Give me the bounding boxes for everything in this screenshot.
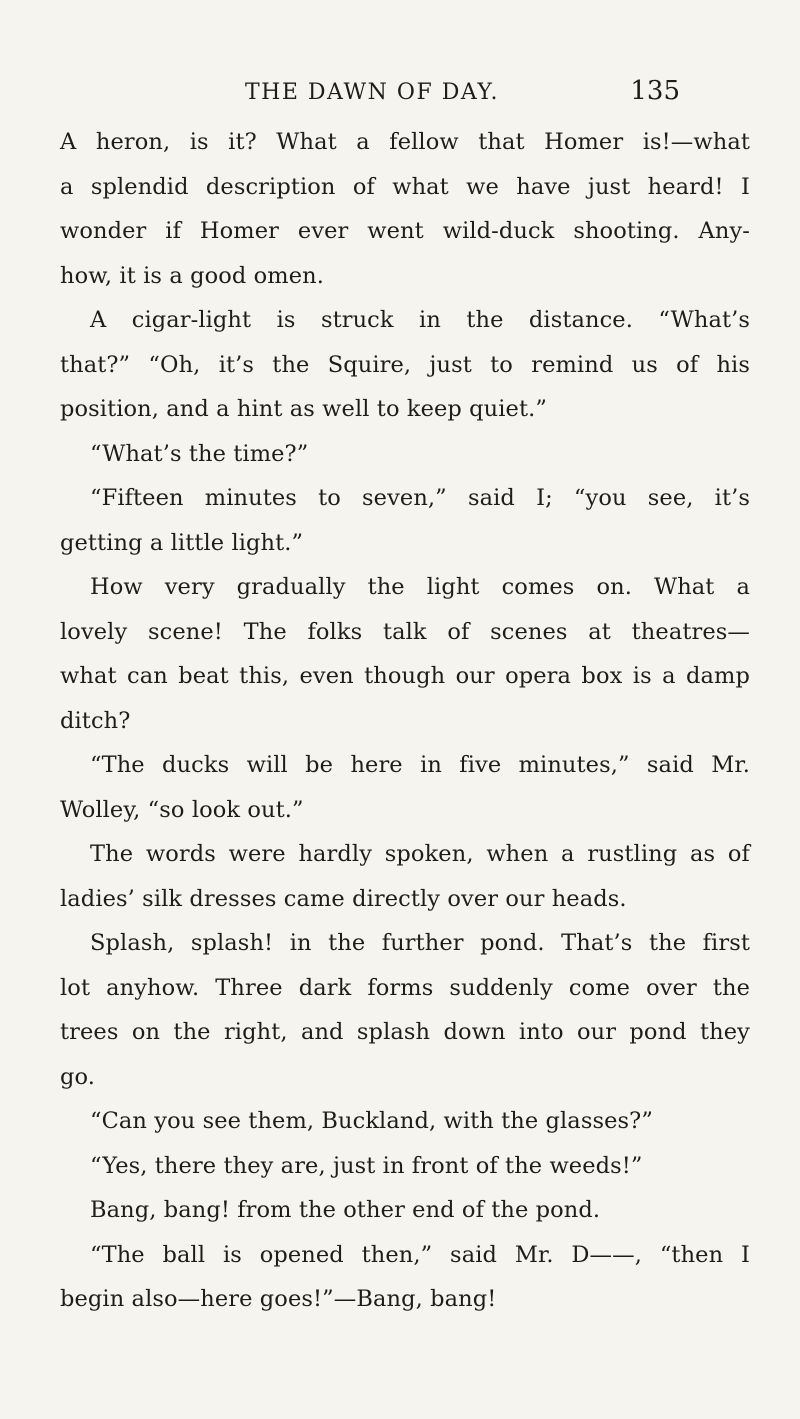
text-line: Bang, bang! from the other end of the pond.	[90, 1197, 601, 1223]
text-line: wonder if Homer ever went wild-duck shooting. Any-	[60, 218, 750, 244]
text-line: ditch?	[60, 707, 131, 734]
text-line: a splendid description of what we have just heard! I	[60, 173, 750, 200]
text-line: “Yes, there they are, just in front of the weeds!”	[90, 1152, 643, 1179]
text-line: How very gradually the light comes on. What a	[90, 574, 750, 600]
text-line: A cigar-light is struck in the distance. “What’s	[90, 307, 750, 333]
body-text	[60, 120, 750, 1322]
text-line: trees on the right, and splash down into our pond they	[60, 1019, 750, 1045]
text-line: ladies’ silk dresses came directly over our heads.	[60, 885, 627, 912]
text-line: “What’s the time?”	[90, 440, 309, 467]
text-line: “Fifteen minutes to seven,” said I; “you see, it’s	[90, 485, 750, 511]
text-line: position, and a hint as well to keep quiet.”	[60, 396, 547, 422]
text-line: “Can you see them, Buckland, with the glasses?”	[90, 1108, 653, 1134]
text-line: what can beat this, even though our opera box is a damp	[60, 663, 750, 689]
text-line: getting a little light.”	[60, 529, 304, 556]
running-title: THE DAWN OF DAY.	[245, 80, 500, 105]
text-line: go.	[60, 1063, 96, 1090]
text-line: The words were hardly spoken, when a rustling as of	[90, 841, 750, 867]
text-line: that?” “Oh, it’s the Squire, just to remind us of his	[60, 351, 750, 378]
text-line: begin also—here goes!”—Bang, bang!	[60, 1286, 497, 1312]
text-line: how, it is a good omen.	[60, 262, 324, 289]
text-line: lovely scene! The folks talk of scenes at theatres—	[60, 618, 750, 645]
text-line: “The ball is opened then,” said Mr. D——, “then I	[90, 1241, 750, 1268]
text-line: “The ducks will be here in five minutes,” said Mr.	[90, 752, 750, 778]
text-line: lot anyhow. Three dark forms suddenly come over the	[60, 974, 750, 1001]
text-line: A heron, is it? What a fellow that Homer is!—what	[60, 129, 750, 155]
text-line: Splash, splash! in the further pond. That’s the first	[90, 930, 750, 956]
page-number: 135	[630, 76, 680, 106]
text-line: Wolley, “so look out.”	[60, 796, 304, 823]
